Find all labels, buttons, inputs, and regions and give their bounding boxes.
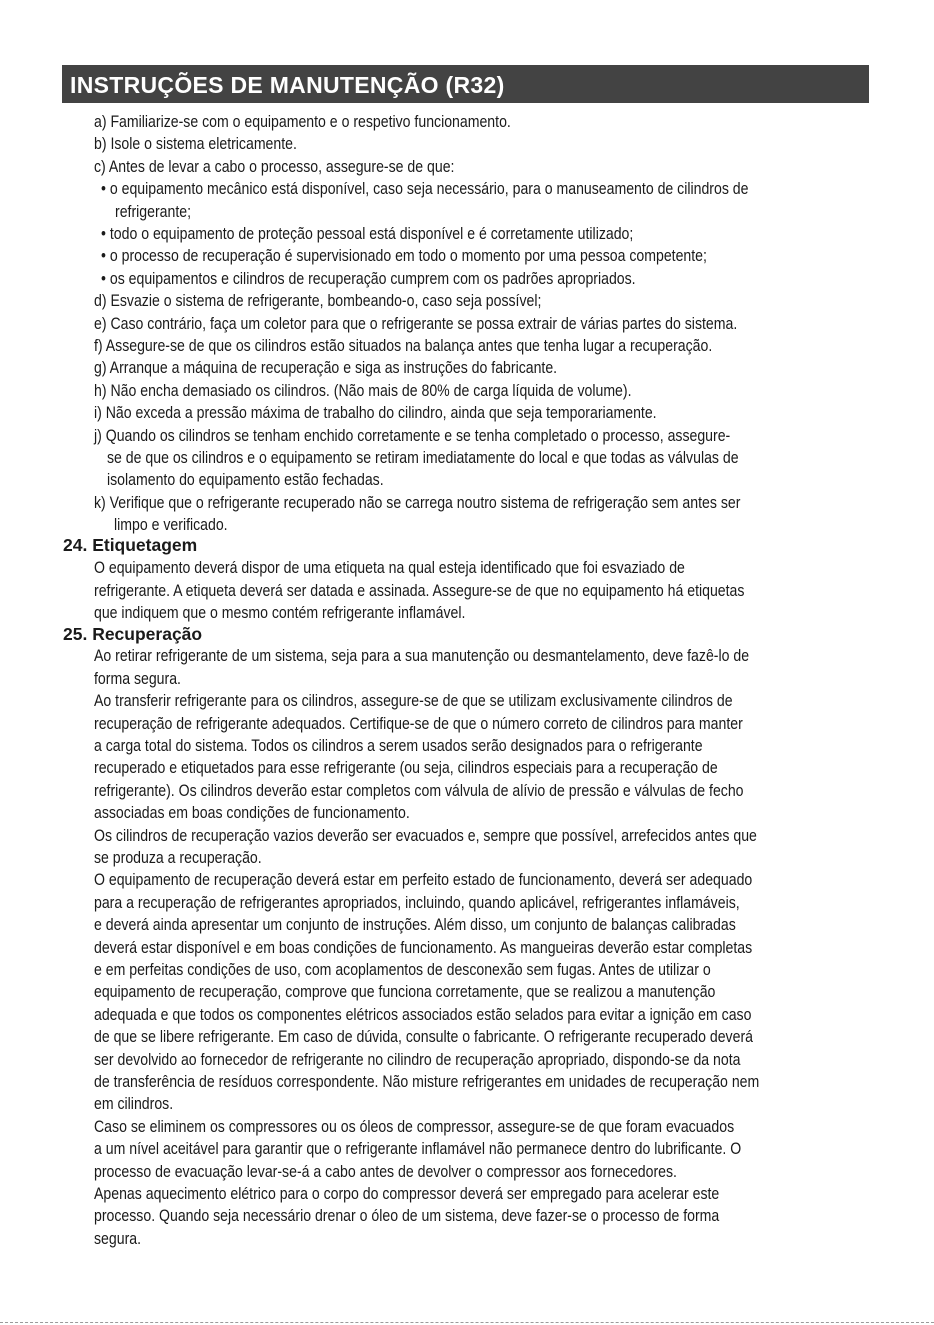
list-item: f) Assegure-se de que os cilindros estão situados na balança antes que tenha lugar a recuperação. [94,337,713,355]
list-item-continuation: isolamento do equipamento estão fechadas. [107,471,384,490]
paragraph-line: segura. [94,1229,142,1248]
paragraph-line: recuperação de refrigerante adequados. Certifique-se de que o número correto de cilindros para manter [94,714,743,733]
paragraph-line: em cilindros. [94,1095,174,1114]
paragraph-line: deverá estar disponível e em boas condições de funcionamento. As mangueiras deverão estar completas [94,938,753,957]
list-item: e) Caso contrário, faça um coletor para que o refrigerante se possa extrair de várias partes do sistema. [94,314,738,333]
paragraph-line: de transferência de resíduos correspondente. Não misture refrigerantes em unidades de recuperação nem [94,1073,760,1091]
paragraph-line: adequada e que todos os componentes elétricos associados estão selados para evitar a ignição em caso [94,1005,752,1024]
list-item: k) Verifique que o refrigerante recuperado não se carrega noutro sistema de refrigeração sem antes ser [94,493,741,512]
list-item: h) Não encha demasiado os cilindros. (Não mais de 80% de carga líquida de volume). [94,381,632,400]
paragraph-line: Apenas aquecimento elétrico para o corpo do compressor deverá ser empregado para acelerar este [94,1185,720,1203]
paragraph-line: e em perfeitas condições de uso, com acoplamentos de desconexão sem fugas. Antes de utilizar o [94,961,711,979]
bullet-item-continuation: refrigerante; [115,202,192,221]
page-edge-divider [0,1322,934,1323]
paragraph-line: e deverá ainda apresentar um conjunto de instruções. Além disso, um conjunto de balanças calibradas [94,916,736,935]
paragraph-line: processo. Quando seja necessário drenar o óleo de um sistema, deve fazer-se o processo de forma [94,1207,720,1226]
paragraph-line: associadas em boas condições de funcionamento. [94,804,410,823]
section-heading: 25. Recuperação [63,624,203,644]
paragraph-line: refrigerante. A etiqueta deverá ser datada e assinada. Assegure-se de que no equipamento há etiquetas [94,581,745,600]
list-item: c) Antes de levar a cabo o processo, assegure-se de que: [94,157,455,176]
paragraph-line: se produza a recuperação. [94,849,262,867]
bullet-item: • os equipamentos e cilindros de recuperação cumprem com os padrões apropriados. [101,269,636,288]
paragraph-line: a carga total do sistema. Todos os cilindros a serem usados serão designados para o refrigerante [94,737,703,755]
paragraph-line: de que se libere refrigerante. Em caso de dúvida, consulte o fabricante. O refrigerante recuperado deverá [94,1028,753,1047]
list-item: g) Arranque a máquina de recuperação e siga as instruções do fabricante. [94,359,558,378]
bullet-item: • todo o equipamento de proteção pessoal está disponível e é corretamente utilizado; [101,225,634,243]
paragraph-line: a um nível aceitável para garantir que o refrigerante inflamável não permanece dentro do lubrificante. O [94,1140,742,1159]
list-item: d) Esvazie o sistema de refrigerante, bombeando-o, caso seja possível; [94,292,542,311]
bullet-item: • o processo de recuperação é supervisionado em todo o momento por uma pessoa competente; [101,247,707,266]
paragraph-line: ser devolvido ao fornecedor de refrigerante no cilindro de recuperação apropriado, dispondo-se da nota [94,1050,741,1069]
paragraph-line: refrigerante). Os cilindros deverão estar completos com válvula de alívio de pressão e válvulas de fecho [94,781,744,800]
list-item: j) Quando os cilindros se tenham enchido corretamente e se tenha completado o processo, assegure- [94,426,731,445]
list-item: b) Isole o sistema eletricamente. [94,135,297,154]
list-item-continuation: se de que os cilindros e o equipamento se retiram imediatamente do local e que todas as válvulas de [107,449,739,467]
paragraph-line: Ao transferir refrigerante para os cilindros, assegure-se de que se utilizam exclusivamente cilindros de [94,692,733,711]
paragraph-line: que indiquem que o mesmo contém refrigerante inflamável. [94,604,466,623]
paragraph-line: forma segura. [94,669,181,688]
paragraph-line: Ao retirar refrigerante de um sistema, seja para a sua manutenção ou desmantelamento, deve fazê-lo de [94,647,750,666]
paragraph-line: Os cilindros de recuperação vazios deverão ser evacuados e, sempre que possível, arrefecidos antes que [94,826,757,845]
list-item: a) Familiarize-se com o equipamento e o respetivo funcionamento. [94,113,511,131]
page-title: INSTRUÇÕES DE MANUTENÇÃO (R32) [62,65,869,103]
paragraph-line: recuperado e etiquetados para esse refrigerante (ou seja, cilindros especiais para a recuperação de [94,759,718,778]
paragraph-line: O equipamento deverá dispor de uma etiqueta na qual esteja identificado que foi esvaziado de [94,559,685,578]
section-heading: 24. Etiquetagem [63,535,198,555]
paragraph-line: processo de evacuação levar-se-á a cabo antes de devolver o compressor aos fornecedores. [94,1162,677,1181]
list-item: i) Não exceda a pressão máxima de trabalho do cilindro, ainda que seja temporariamente. [94,404,657,423]
bullet-item: • o equipamento mecânico está disponível, caso seja necessário, para o manuseamento de cilindros de [101,180,749,199]
list-item-continuation: limpo e verificado. [114,516,228,535]
paragraph-line: equipamento de recuperação, comprove que funciona corretamente, que se realizou a manutenção [94,983,716,1002]
paragraph-line: para a recuperação de refrigerantes apropriados, incluindo, quando aplicável, refrigerantes inflamáveis, [94,893,740,912]
paragraph-line: O equipamento de recuperação deverá estar em perfeito estado de funcionamento, deverá ser adequado [94,871,753,890]
paragraph-line: Caso se eliminem os compressores ou os óleos de compressor, assegure-se de que foram evacuados [94,1117,735,1136]
